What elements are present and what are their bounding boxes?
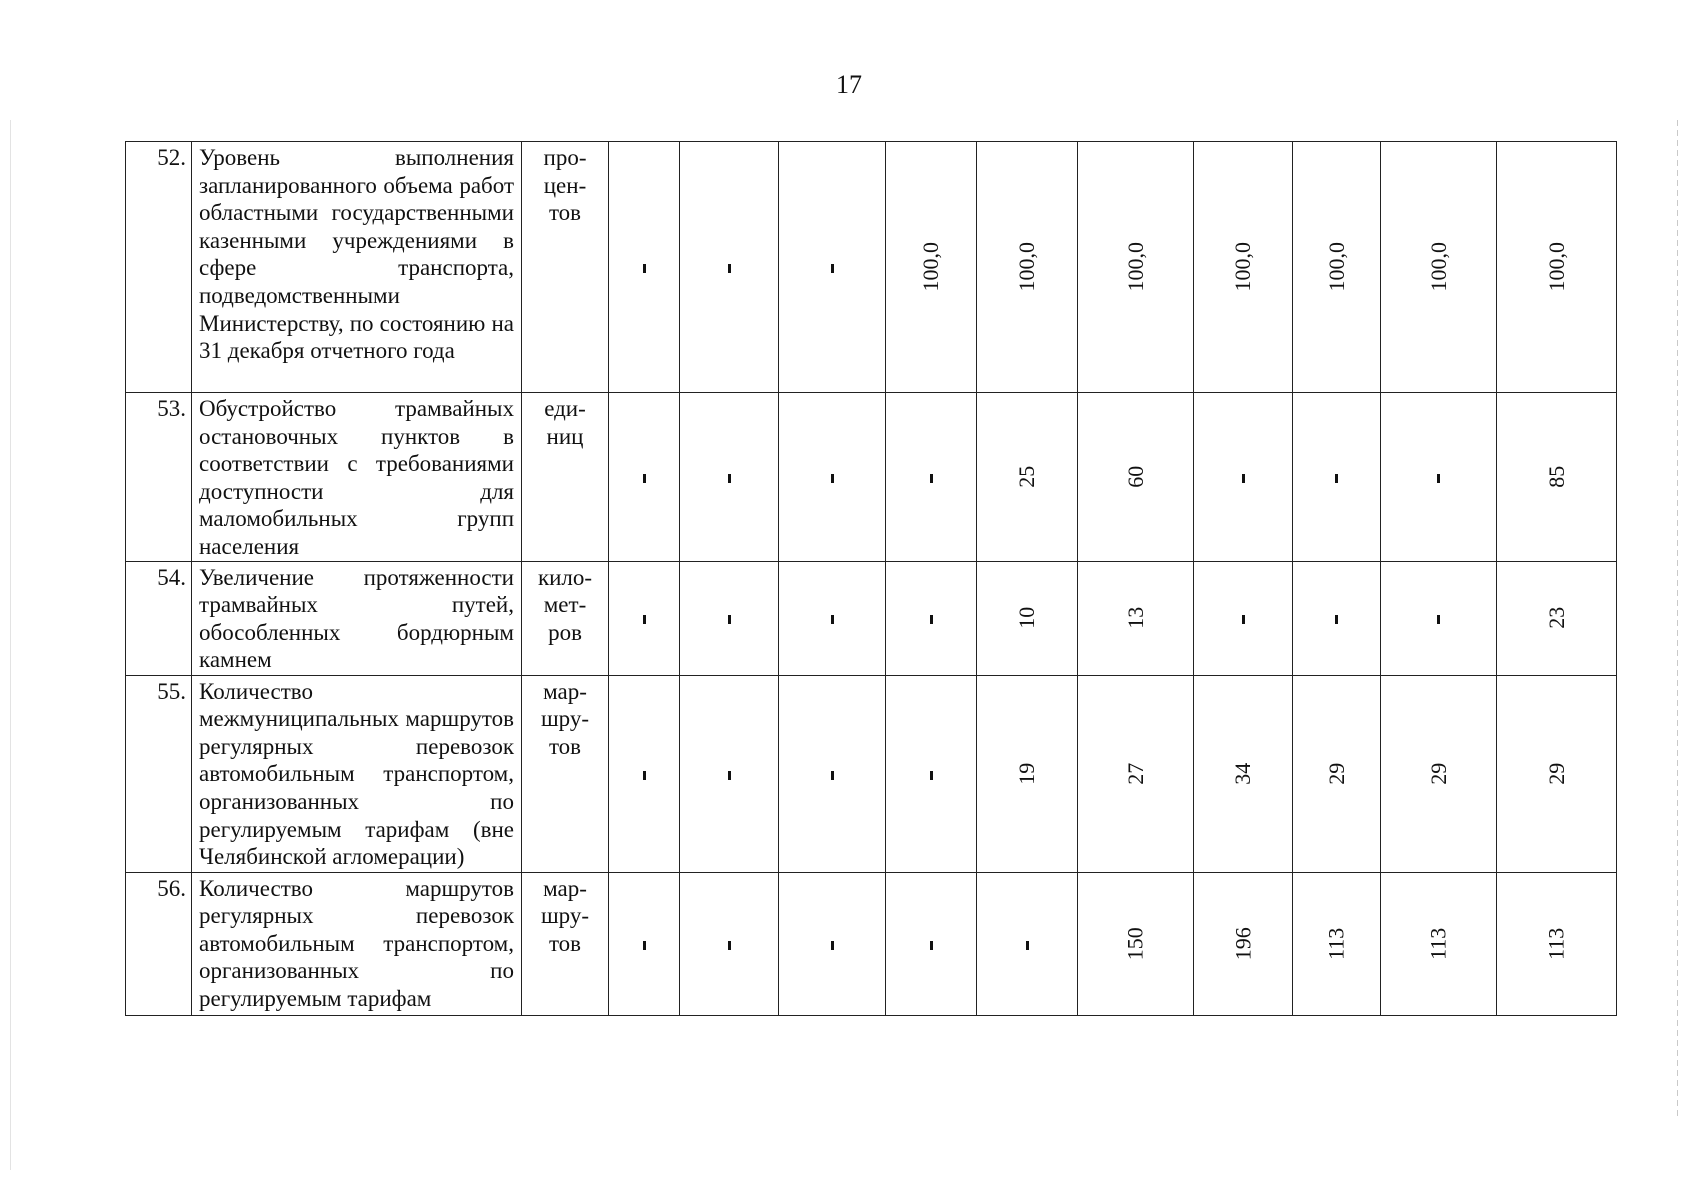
dash-mark	[1335, 615, 1338, 624]
value-cell	[1078, 561, 1194, 675]
unit-cell	[522, 872, 609, 1015]
indicator-name: Количество маршрутов регулярных перевозок автомобильным транспортом, организованных по регулируемым тарифам	[199, 875, 514, 1011]
value-cell	[977, 393, 1078, 562]
unit-line: ниц	[546, 423, 584, 449]
dash-value	[933, 604, 934, 605]
dash-mark	[1242, 615, 1245, 624]
value-cell	[1381, 872, 1497, 1015]
value-cell	[1194, 675, 1293, 872]
value-cell	[1497, 393, 1617, 562]
value-cell	[1293, 393, 1381, 562]
value-text: 10	[1014, 607, 1040, 630]
value-cell	[1293, 561, 1381, 675]
dash-mark	[831, 615, 834, 624]
value-text: 25	[1014, 465, 1040, 488]
unit-cell	[522, 675, 609, 872]
dash-value	[731, 253, 732, 254]
value-cell	[779, 872, 886, 1015]
dash-mark	[831, 941, 834, 950]
value-text: 100,0	[1425, 242, 1451, 292]
dash-mark	[728, 615, 731, 624]
value-cell	[609, 872, 680, 1015]
value-cell	[1497, 872, 1617, 1015]
value-text: 196	[1230, 927, 1256, 961]
page-number: 17	[836, 70, 862, 99]
table-row	[126, 393, 1617, 562]
unit-line: еди-	[544, 396, 586, 421]
value-text: 27	[1122, 762, 1148, 785]
indicator-name-cell	[192, 872, 522, 1015]
unit-line: тов	[548, 930, 582, 956]
value-text: 100,0	[1543, 242, 1569, 292]
value-cell	[1194, 561, 1293, 675]
value-text: 113	[1543, 927, 1569, 960]
value-cell	[1194, 872, 1293, 1015]
indicator-name-cell	[192, 142, 522, 393]
value-text: 34	[1230, 762, 1256, 785]
dash-value	[646, 604, 647, 605]
dash-mark	[643, 615, 646, 624]
indicator-name: Увеличение протяженности трамвайных путей, обособленных бордюрным камнем	[199, 564, 514, 673]
dash-value	[933, 463, 934, 464]
dash-mark	[728, 264, 731, 273]
dash-value	[834, 253, 835, 254]
dash-mark	[1242, 474, 1245, 483]
dash-mark	[930, 941, 933, 950]
value-text: 100,0	[918, 242, 944, 292]
value-cell	[1497, 561, 1617, 675]
dash-mark	[643, 941, 646, 950]
value-cell	[1078, 142, 1194, 393]
table-row	[126, 142, 1617, 393]
value-cell	[609, 142, 680, 393]
value-cell	[1194, 393, 1293, 562]
value-text: 85	[1543, 465, 1569, 488]
value-cell	[977, 675, 1078, 872]
value-cell	[779, 142, 886, 393]
dash-value	[834, 604, 835, 605]
value-text: 29	[1543, 762, 1569, 785]
unit-line: мар-	[543, 678, 587, 704]
value-cell	[680, 872, 779, 1015]
unit-line: кило-	[537, 564, 593, 590]
table-row	[126, 872, 1617, 1015]
value-text: 29	[1425, 762, 1451, 785]
dash-value	[731, 463, 732, 464]
dash-mark	[1437, 474, 1440, 483]
indicator-name-cell	[192, 675, 522, 872]
table-body	[126, 142, 1617, 1016]
unit-cell	[522, 393, 609, 562]
value-cell	[1078, 393, 1194, 562]
value-cell	[886, 561, 977, 675]
indicator-name-cell	[192, 393, 522, 562]
indicator-name: Обустройство трамвайных остановочных пунктов в соответствии с требованиями доступности для маломобильных групп населения	[199, 396, 514, 559]
unit-line: шру-	[540, 706, 590, 732]
unit-line: тов	[548, 200, 582, 226]
value-text: 100,0	[1122, 242, 1148, 292]
unit-cell	[522, 561, 609, 675]
dash-mark	[643, 264, 646, 273]
value-text: 100,0	[1014, 242, 1040, 292]
table-row	[126, 675, 1617, 872]
value-cell	[1497, 675, 1617, 872]
dash-mark	[728, 771, 731, 780]
dash-mark	[831, 771, 834, 780]
dash-value	[1029, 930, 1030, 931]
value-cell	[1293, 872, 1381, 1015]
dash-value	[834, 930, 835, 931]
value-cell	[1078, 872, 1194, 1015]
indicators-table	[125, 141, 1617, 1016]
value-cell	[886, 142, 977, 393]
row-number: 54.	[126, 561, 192, 675]
scan-edge-right	[1677, 120, 1678, 1120]
value-cell	[1293, 142, 1381, 393]
row-number: 55.	[126, 675, 192, 872]
row-number: 56.	[126, 872, 192, 1015]
row-number: 52.	[126, 142, 192, 393]
value-cell	[609, 675, 680, 872]
value-cell	[1194, 142, 1293, 393]
unit-line: мет-	[543, 592, 587, 618]
value-text: 23	[1543, 607, 1569, 630]
value-cell	[609, 561, 680, 675]
dash-value	[834, 463, 835, 464]
value-cell	[1497, 142, 1617, 393]
unit-line: шру-	[540, 903, 590, 929]
unit-line: тов	[548, 733, 582, 759]
value-cell	[886, 872, 977, 1015]
indicator-name: Количество межмуниципальных маршрутов регулярных перевозок автомобильным транспортом, организованных по регулируемым тарифам (вне Челябинской агломерации)	[199, 678, 514, 870]
dash-mark	[643, 771, 646, 780]
dash-value	[646, 930, 647, 931]
value-cell	[977, 561, 1078, 675]
value-text: 100,0	[1323, 242, 1349, 292]
dash-mark	[1026, 941, 1029, 950]
dash-value	[1440, 463, 1441, 464]
dash-value	[1338, 463, 1339, 464]
scan-edge-left	[10, 120, 11, 1170]
value-text: 29	[1323, 762, 1349, 785]
row-number: 53.	[126, 393, 192, 562]
value-cell	[680, 142, 779, 393]
value-text: 113	[1425, 927, 1451, 960]
indicator-name-cell	[192, 561, 522, 675]
dash-mark	[728, 474, 731, 483]
unit-line: ров	[548, 619, 582, 645]
dash-value	[646, 253, 647, 254]
dash-value	[933, 930, 934, 931]
dash-value	[646, 463, 647, 464]
dash-value	[1338, 604, 1339, 605]
unit-line: мар-	[543, 875, 587, 901]
dash-value	[834, 760, 835, 761]
unit-line: про-	[543, 145, 587, 170]
dash-value	[731, 930, 732, 931]
dash-value	[731, 604, 732, 605]
value-cell	[1381, 393, 1497, 562]
dash-value	[646, 760, 647, 761]
dash-value	[933, 760, 934, 761]
dash-value	[731, 760, 732, 761]
dash-value	[1245, 604, 1246, 605]
value-cell	[1381, 142, 1497, 393]
value-cell	[1078, 675, 1194, 872]
value-cell	[1293, 675, 1381, 872]
dash-mark	[1335, 474, 1338, 483]
value-cell	[1381, 561, 1497, 675]
dash-mark	[930, 615, 933, 624]
value-cell	[680, 393, 779, 562]
value-cell	[977, 142, 1078, 393]
value-cell	[1381, 675, 1497, 872]
value-cell	[779, 675, 886, 872]
dash-value	[1245, 463, 1246, 464]
value-cell	[886, 393, 977, 562]
value-text: 60	[1122, 465, 1148, 488]
value-text: 100,0	[1230, 242, 1256, 292]
dash-mark	[643, 474, 646, 483]
value-cell	[977, 872, 1078, 1015]
value-text: 13	[1122, 607, 1148, 630]
value-cell	[609, 393, 680, 562]
value-text: 113	[1323, 927, 1349, 960]
unit-line: цен-	[543, 172, 587, 198]
dash-mark	[831, 264, 834, 273]
value-text: 150	[1122, 927, 1148, 961]
unit-cell	[522, 142, 609, 393]
value-cell	[680, 675, 779, 872]
dash-mark	[831, 474, 834, 483]
dash-mark	[1437, 615, 1440, 624]
value-cell	[680, 561, 779, 675]
dash-mark	[728, 941, 731, 950]
value-text: 19	[1014, 762, 1040, 785]
dash-value	[1440, 604, 1441, 605]
indicator-name: Уровень выполнения запланированного объема работ областными государственными казенными учреждениями в сфере транспорта, подведомственными Министерству, по состоянию на 31 декабря отчетного года	[199, 145, 514, 364]
value-cell	[779, 393, 886, 562]
table-row	[126, 561, 1617, 675]
value-cell	[779, 561, 886, 675]
value-cell	[886, 675, 977, 872]
dash-mark	[930, 771, 933, 780]
dash-mark	[930, 474, 933, 483]
